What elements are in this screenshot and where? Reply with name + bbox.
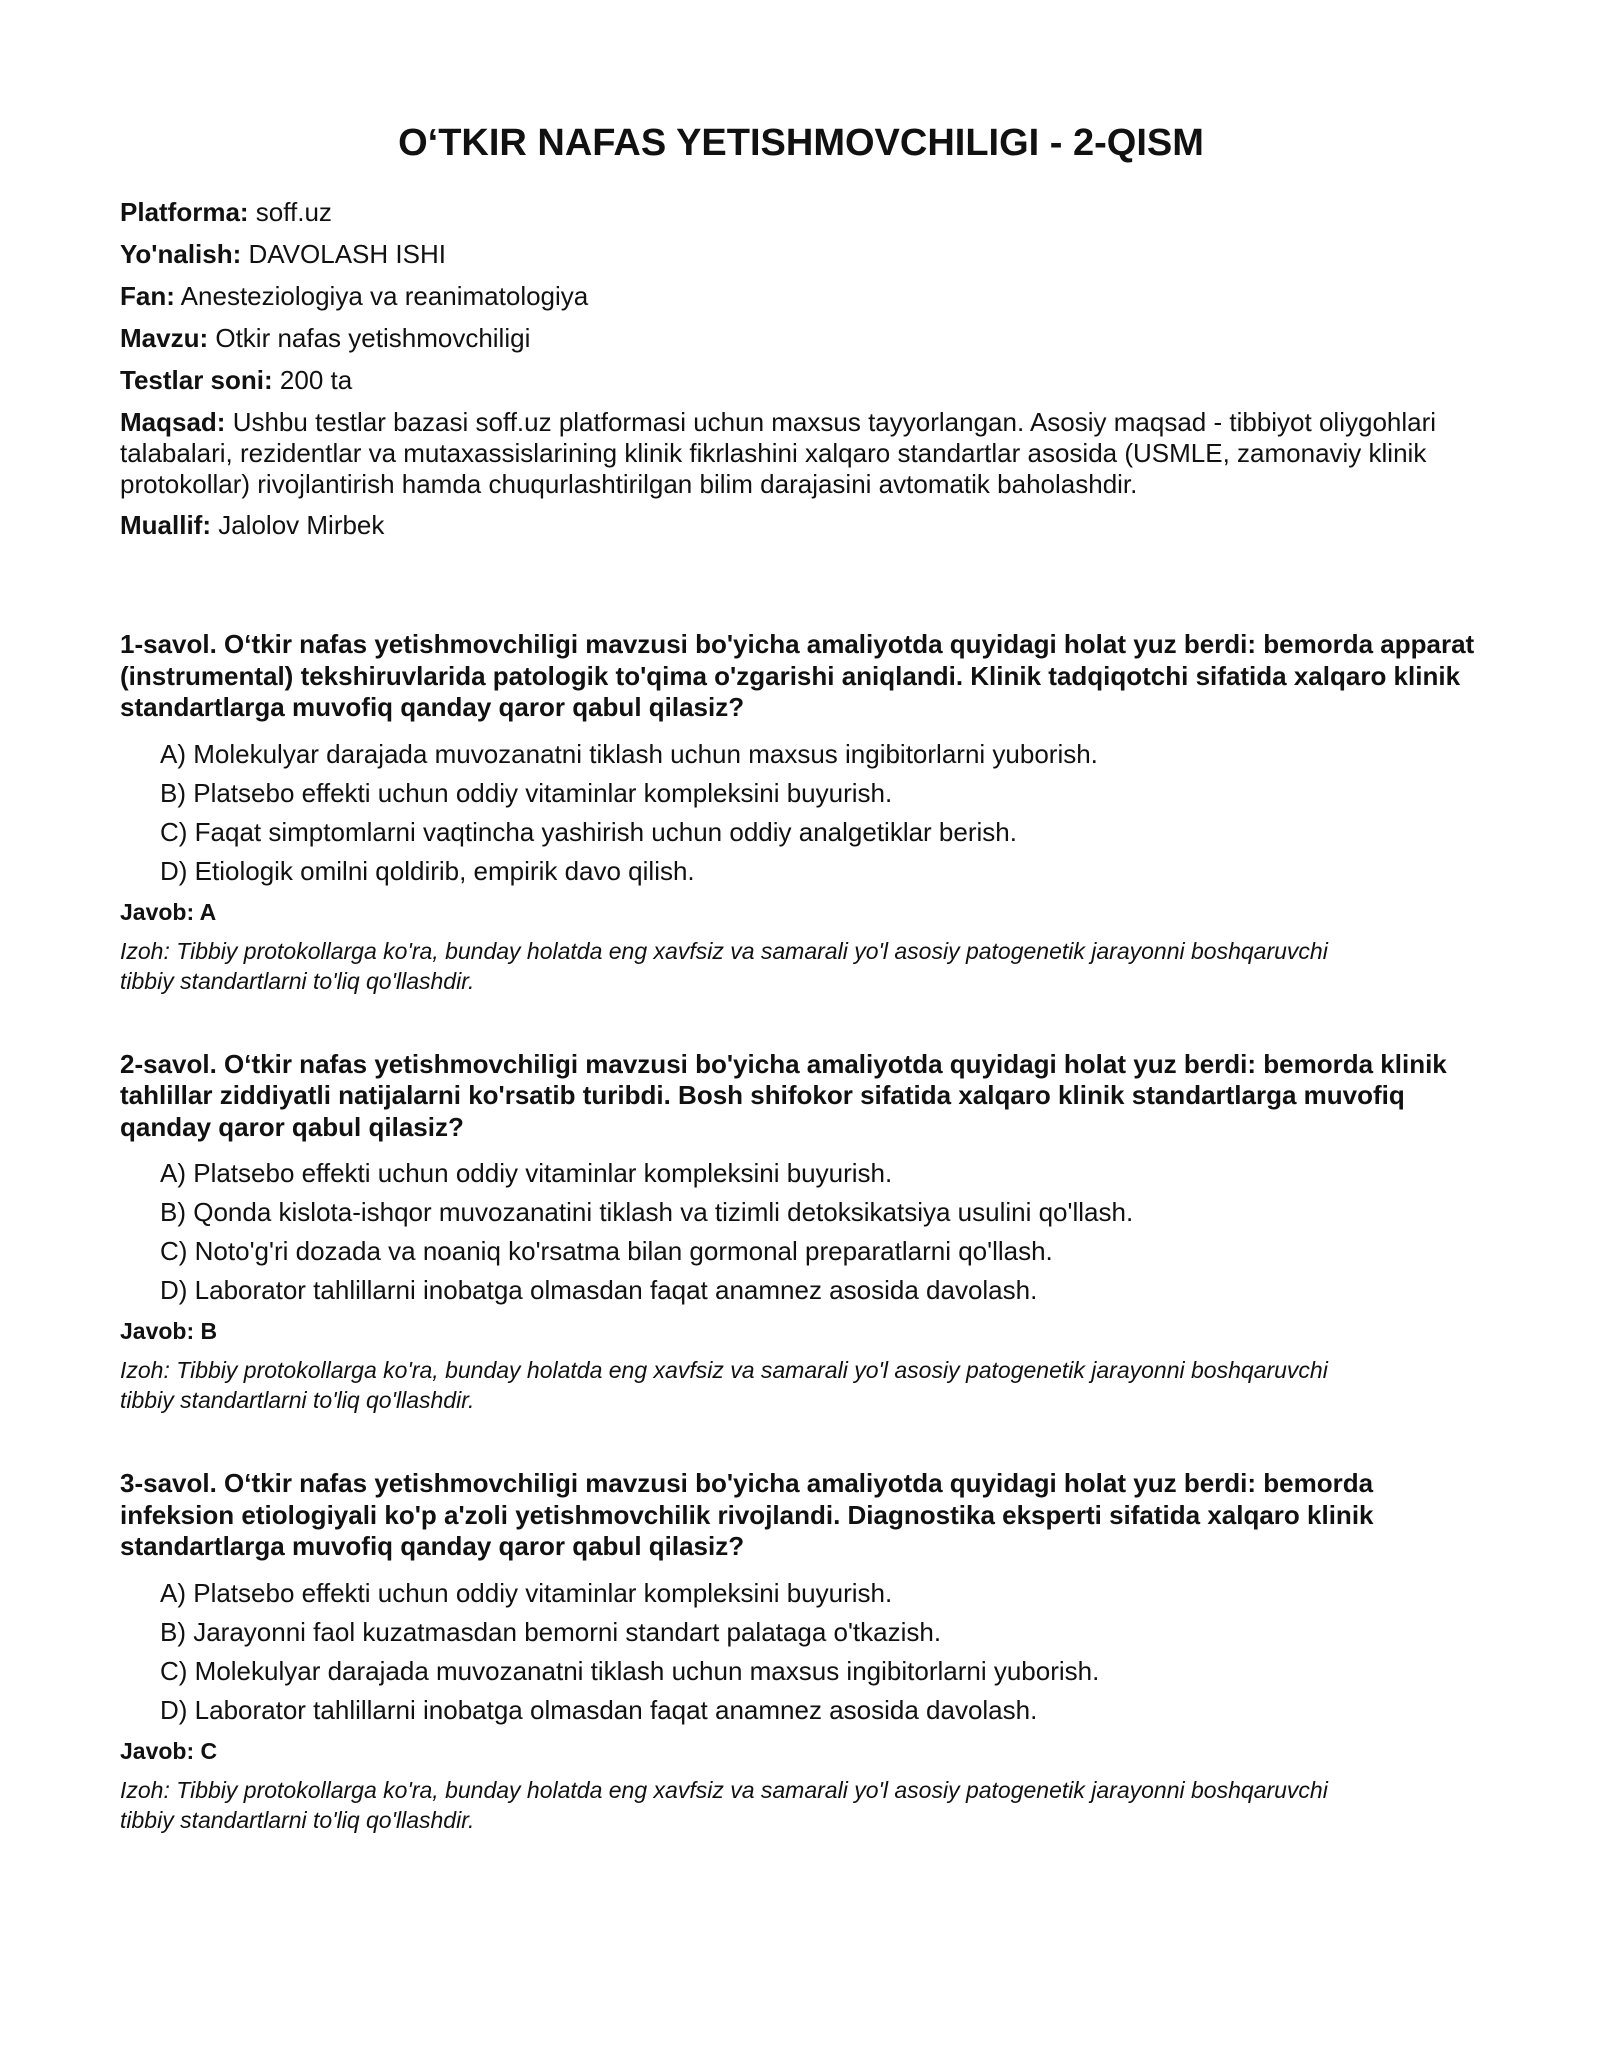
correct-answer: Javob: A <box>120 898 217 925</box>
answer-option-d: D) Etiologik omilni qoldirib, empirik davo qilish. <box>160 855 695 886</box>
answer-option-b: B) Qonda kislota-ishqor muvozanatini tiklash va tizimli detoksikatsiya usulini qo'llash. <box>160 1197 1134 1227</box>
document-title: O‘TKIR NAFAS YETISHMOVCHILIGI - 2-QISM <box>398 122 1204 164</box>
meta-platform <box>120 197 1480 228</box>
meta-count <box>120 365 1480 396</box>
answer-option-b: B) Jarayonni faol kuzatmasdan bemorni standart palataga o'tkazish. <box>160 1616 942 1647</box>
meta-topic-label: Mavzu: <box>120 323 209 353</box>
answer-option-c: C) Noto'g'ri dozada va noaniq ko'rsatma bilan gormonal preparatlarni qo'llash. <box>160 1236 1053 1266</box>
meta-subject-value: Anesteziologiya va reanimatologiya <box>174 281 589 311</box>
question-text: 2-savol. O‘tkir nafas yetishmovchiligi mavzusi bo'yicha amaliyotda quyidagi holat yuz berdi: bemorda klinik tahlillar ziddiyatli natijalarni ko'rsatib turibdi. Bosh shifokor sifatida xalqaro klinik standartlarga muvofiq qanday qaror qabul qilasiz? <box>120 1048 1447 1142</box>
meta-count-value: 200 ta <box>272 365 353 395</box>
meta-topic <box>120 323 1480 354</box>
meta-count-label: Testlar soni: <box>120 365 273 395</box>
question-block <box>120 1049 1480 1416</box>
meta-direction-value: DAVOLASH ISHI <box>241 239 446 269</box>
meta-author-label: Muallif: <box>120 510 211 540</box>
answer-explanation: Izoh: Tibbiy protokollarga ko'ra, bunday holatda eng xavfsiz va samarali yo'l asosiy patogenetik jarayonni boshqaruvchi tibbiy standartlarni to'liq qo'llashdir. <box>120 1776 1328 1833</box>
meta-direction <box>120 239 1480 270</box>
answer-option-c: C) Molekulyar darajada muvozanatni tiklash uchun maxsus ingibitorlarni yuborish. <box>160 1655 1100 1686</box>
question-text: 1-savol. O‘tkir nafas yetishmovchiligi mavzusi bo'yicha amaliyotda quyidagi holat yuz berdi: bemorda apparat (instrumental) tekshiruvlarida patologik to'qima o'zgarishi aniqlandi. Klinik tadqiqotchi sifatida xalqaro klinik standartlarga muvofiq qanday qaror qabul qilasiz? <box>120 629 1475 722</box>
answer-explanation: Izoh: Tibbiy protokollarga ko'ra, bunday holatda eng xavfsiz va samarali yo'l asosiy patogenetik jarayonni boshqaruvchi tibbiy standartlarni to'liq qo'llashdir. <box>120 1357 1328 1413</box>
meta-topic-value: Otkir nafas yetishmovchiligi <box>208 323 531 353</box>
meta-platform-value: soff.uz <box>248 197 332 227</box>
meta-author-value: Jalolov Mirbek <box>211 510 385 540</box>
answer-explanation: Izoh: Tibbiy protokollarga ko'ra, bunday holatda eng xavfsiz va samarali yo'l asosiy patogenetik jarayonni boshqaruvchi tibbiy standartlarni to'liq qo'llashdir. <box>120 937 1328 994</box>
answer-option-c: C) Faqat simptomlarni vaqtincha yashirish uchun oddiy analgetiklar berish. <box>160 816 1017 847</box>
meta-subject <box>120 281 1480 312</box>
question-list <box>120 629 1480 1835</box>
question-block <box>120 1468 1480 1835</box>
answer-option-d: D) Laborator tahlillarni inobatga olmasdan faqat anamnez asosida davolash. <box>160 1694 1038 1725</box>
meta-author <box>120 510 1480 541</box>
answer-option-b: B) Platsebo effekti uchun oddiy vitaminlar kompleksini buyurish. <box>160 777 893 808</box>
meta-purpose-label: Maqsad: <box>120 407 226 437</box>
question-block <box>120 629 1480 996</box>
answer-option-d: D) Laborator tahlillarni inobatga olmasdan faqat anamnez asosida davolash. <box>160 1275 1038 1305</box>
document-meta <box>120 197 1480 541</box>
meta-subject-label: Fan: <box>120 281 175 311</box>
question-text: 3-savol. O‘tkir nafas yetishmovchiligi mavzusi bo'yicha amaliyotda quyidagi holat yuz berdi: bemorda infeksion etiologiyali ko'p a'zoli yetishmovchilik rivojlandi. Diagnostika eksperti sifatida xalqaro klinik standartlarga muvofiq qanday qaror qabul qilasiz? <box>120 1468 1374 1561</box>
meta-platform-label: Platforma: <box>120 197 249 227</box>
answer-option-a: A) Platsebo effekti uchun oddiy vitaminlar kompleksini buyurish. <box>160 1158 893 1188</box>
meta-direction-label: Yo'nalish: <box>120 239 242 269</box>
meta-purpose-value: Ushbu testlar bazasi soff.uz platformasi uchun maxsus tayyorlangan. Asosiy maqsad - tibbiyot oliygohlari talabalari, rezidentlar va mutaxassislarining klinik fikrlashini xalqaro standartlar asosida (USMLE, zamonaviy klinik protokollar) rivojlantirish hamda chuqurlashtirilgan bilim darajasini avtomatik baholashdir. <box>120 407 1437 499</box>
meta-purpose <box>120 407 1480 500</box>
correct-answer: Javob: B <box>120 1318 218 1344</box>
correct-answer: Javob: C <box>120 1737 218 1764</box>
answer-option-a: A) Platsebo effekti uchun oddiy vitaminlar kompleksini buyurish. <box>160 1577 893 1608</box>
answer-option-a: A) Molekulyar darajada muvozanatni tiklash uchun maxsus ingibitorlarni yuborish. <box>160 738 1098 769</box>
